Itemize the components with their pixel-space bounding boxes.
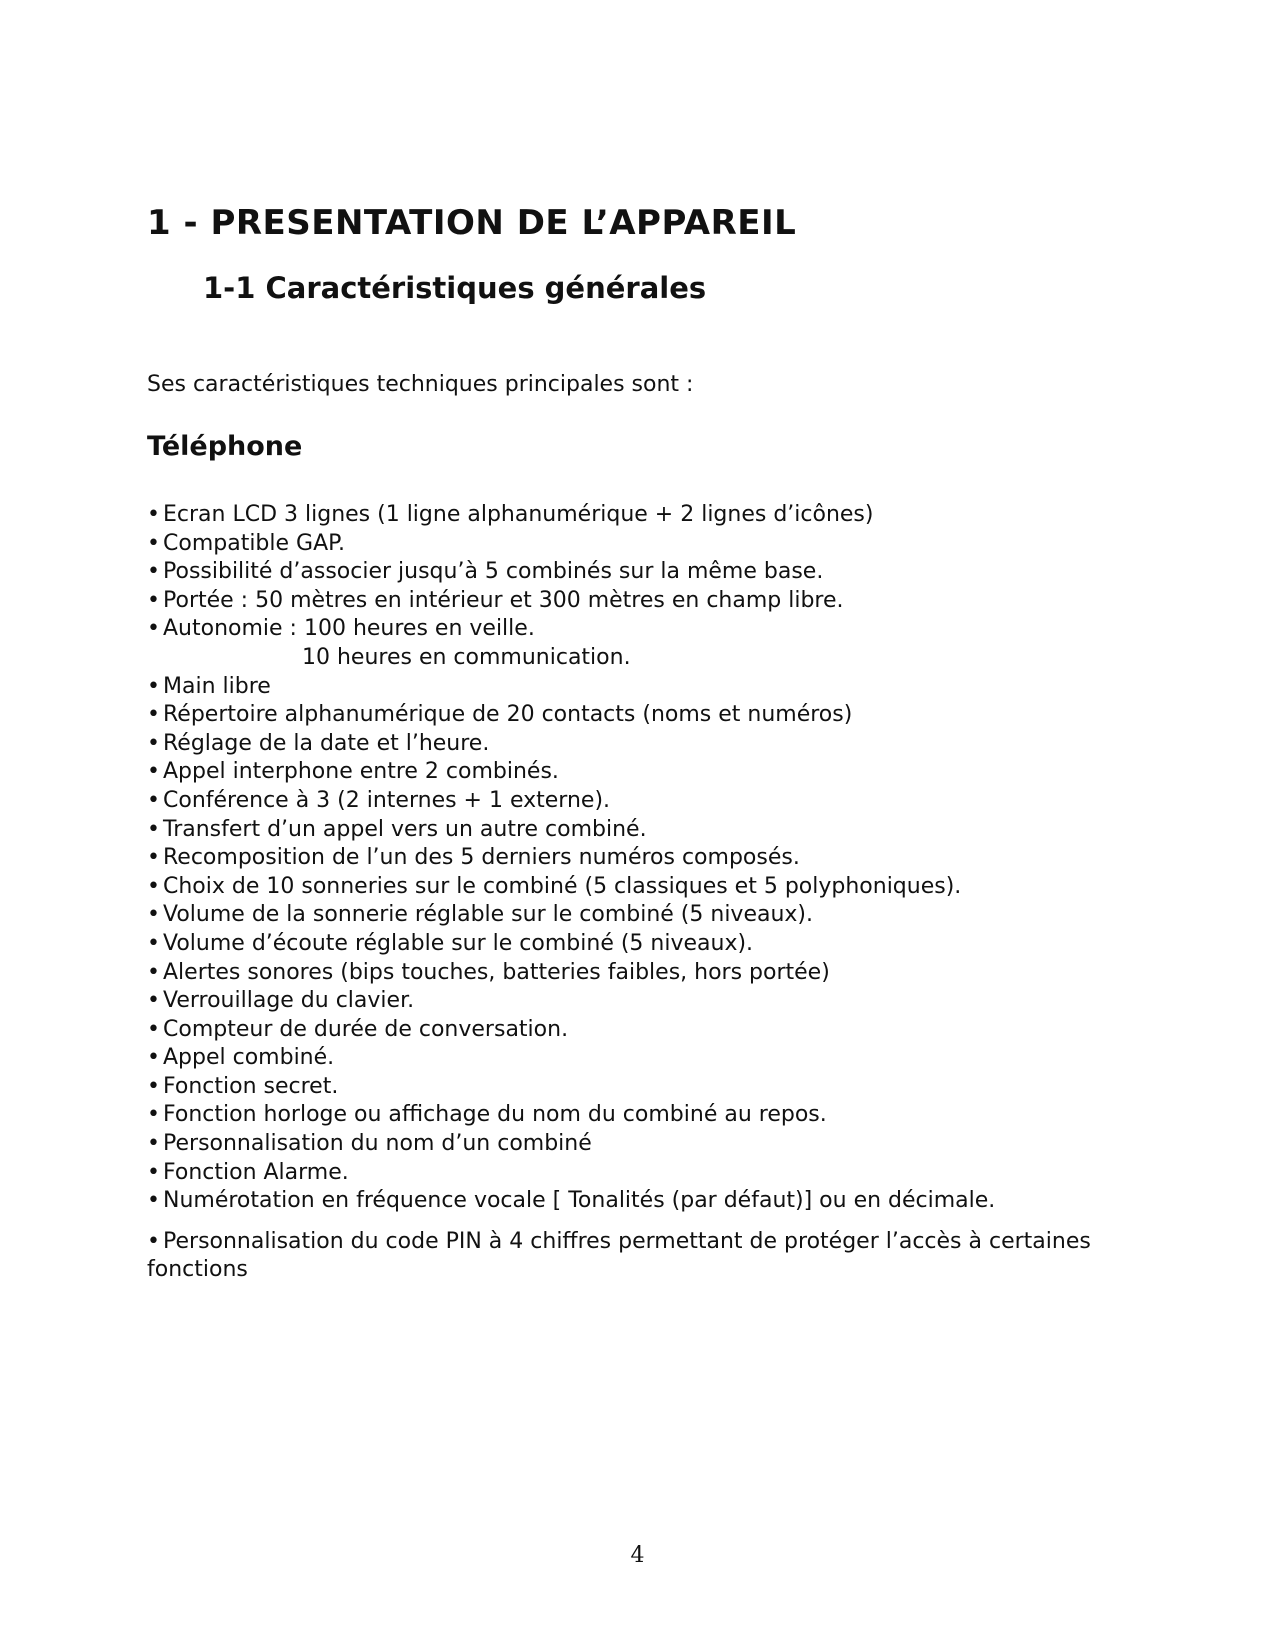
feature-item-continuation [147,644,1147,673]
bullet-icon: • [147,759,160,785]
feature-item [147,1101,1147,1130]
bullet-icon: • [147,1159,160,1185]
feature-item [147,787,1147,816]
feature-text: Recomposition de l’un des 5 derniers numéros composés. [163,845,800,871]
feature-text: Volume de la sonnerie réglable sur le combiné (5 niveaux). [163,902,814,928]
feature-text: Personnalisation du code PIN à 4 chiffres permettant de protéger l’accès à certaines fonctions [147,1228,1091,1283]
feature-text: Alertes sonores (bips touches, batteries faibles, hors portée) [163,959,830,985]
feature-text: Appel combiné. [163,1045,335,1071]
feature-text: Main libre [163,673,271,699]
section-heading: 1 - PRESENTATION DE L’APPAREIL [147,203,797,243]
bullet-icon: • [147,1188,160,1214]
bullet-icon: • [147,988,160,1014]
feature-item [147,901,1147,930]
feature-item [147,558,1147,587]
feature-item [147,816,1147,845]
bullet-icon: • [147,959,160,985]
feature-item [147,1044,1147,1073]
bullet-icon: • [147,1045,160,1071]
feature-item [147,587,1147,616]
feature-item [147,758,1147,787]
feature-item [147,1159,1147,1188]
feature-item [147,1130,1147,1159]
feature-text: Choix de 10 sonneries sur le combiné (5 classiques et 5 polyphoniques). [163,873,962,899]
feature-item [147,673,1147,702]
bullet-icon: • [147,845,160,871]
feature-text: Conférence à 3 (2 internes + 1 externe). [163,787,611,813]
feature-item [147,501,1147,530]
feature-text: Numérotation en fréquence vocale [ Tonalités (par défaut)] ou en décimale. [163,1188,996,1214]
feature-text: Volume d’écoute réglable sur le combiné (5 niveaux). [163,930,754,956]
feature-item [147,1187,1147,1216]
bullet-icon: • [147,530,160,556]
feature-text: Personnalisation du nom d’un combiné [163,1131,592,1157]
bullet-icon: • [147,1228,160,1254]
bullet-icon: • [147,930,160,956]
feature-item [147,615,1147,644]
bullet-icon: • [147,1131,160,1157]
feature-item [147,844,1147,873]
feature-text: Possibilité d’associer jusqu’à 5 combinés sur la même base. [163,559,824,585]
feature-item [147,930,1147,959]
feature-text: Verrouillage du clavier. [163,988,415,1014]
feature-text: Fonction Alarme. [163,1159,349,1185]
feature-text: Réglage de la date et l’heure. [163,730,490,756]
feature-text: Appel interphone entre 2 combinés. [163,759,559,785]
bullet-icon: • [147,787,160,813]
bullet-icon: • [147,902,160,928]
bullet-icon: • [147,1102,160,1128]
feature-item [147,873,1147,902]
intro-text: Ses caractéristiques techniques principales sont : [147,372,694,397]
feature-text: Fonction horloge ou affichage du nom du combiné au repos. [163,1102,827,1128]
bullet-icon: • [147,673,160,699]
features-list [147,501,1147,1285]
feature-item [147,701,1147,730]
feature-item [147,530,1147,559]
feature-text: Fonction secret. [163,1073,339,1099]
bullet-icon: • [147,1016,160,1042]
feature-item [147,730,1147,759]
bullet-icon: • [147,1073,160,1099]
feature-item [147,959,1147,988]
feature-item [147,1228,1107,1285]
feature-text: Répertoire alphanumérique de 20 contacts (noms et numéros) [163,702,853,728]
feature-item [147,1016,1147,1045]
feature-text: Ecran LCD 3 lignes (1 ligne alphanumérique + 2 lignes d’icônes) [163,502,874,527]
feature-text: Compteur de durée de conversation. [163,1016,569,1042]
subsection-heading: 1-1 Caractéristiques générales [203,271,707,305]
feature-text: Compatible GAP. [163,530,345,556]
feature-text: Autonomie : 100 heures en veille. [163,616,535,642]
bullet-icon: • [147,816,160,842]
bullet-icon: • [147,616,160,642]
bullet-icon: • [147,587,160,613]
bullet-icon: • [147,702,160,728]
page-number: 4 [630,1543,645,1568]
bullet-icon: • [147,873,160,899]
feature-text: Portée : 50 mètres en intérieur et 300 mètres en champ libre. [163,587,844,613]
feature-item [147,1073,1147,1102]
feature-item [147,987,1147,1016]
feature-text: Transfert d’un appel vers un autre combiné. [163,816,647,842]
bullet-icon: • [147,502,160,527]
bullet-icon: • [147,559,160,585]
bullet-icon: • [147,730,160,756]
feature-text: 10 heures en communication. [302,644,631,670]
telephone-title: Téléphone [147,431,303,462]
